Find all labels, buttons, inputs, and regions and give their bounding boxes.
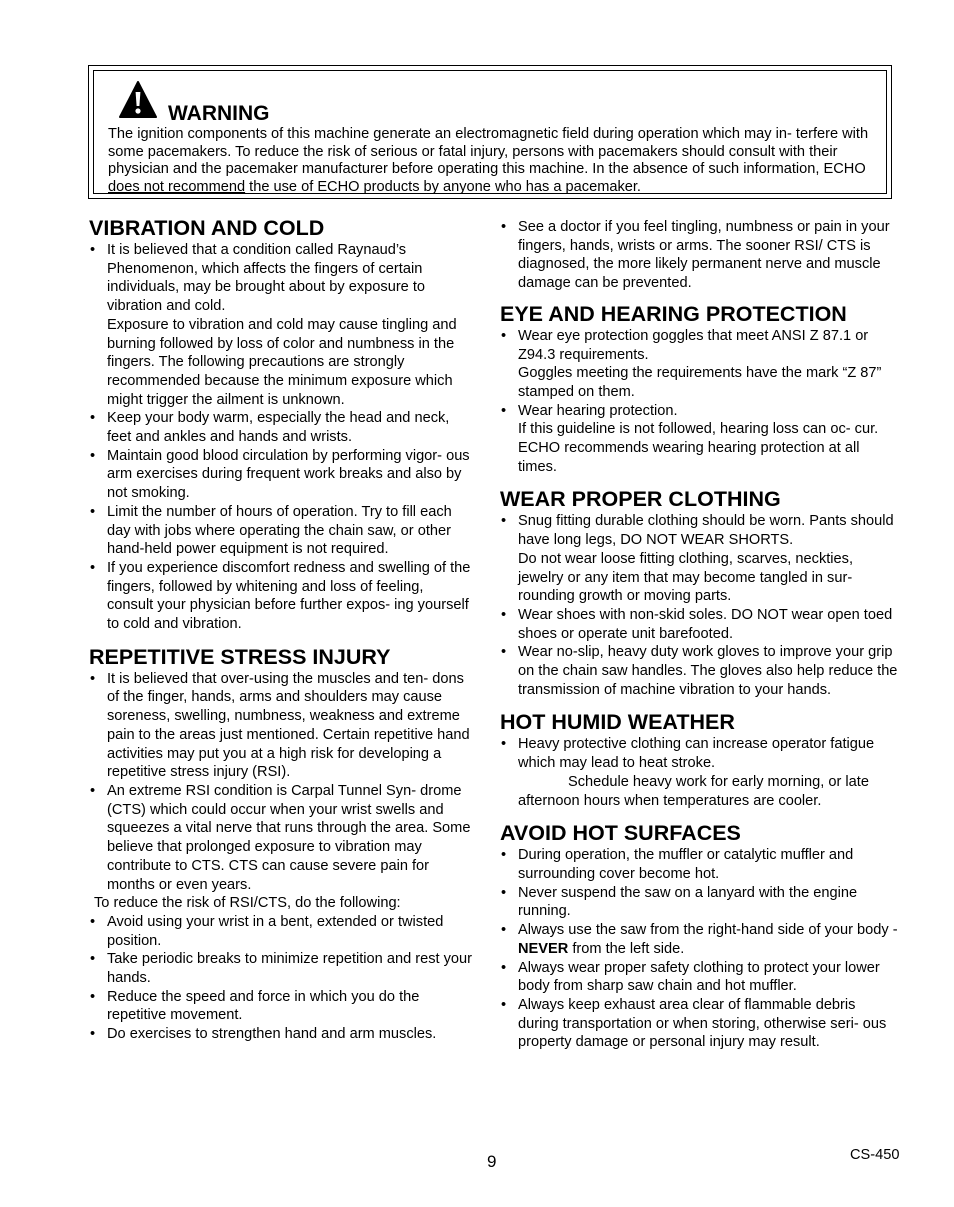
page-number: 9 — [487, 1152, 497, 1171]
bullet-text: • It is believed that a condition called Raynaud’s Phenomenon, which affects the fingers of certain individuals, may be brought about by exposure to vibration and cold. — [107, 242, 426, 315]
bullet-text: from the left side. — [568, 940, 685, 957]
bullet-continuation: Do not wear loose fitting clothing, scarves, neckties, jewelry or any item that may become tangled in sur- rounding growth or moving parts. — [518, 550, 854, 605]
bullet-continuation: ECHO recommends wearing hearing protection at all times. — [518, 440, 860, 475]
list-item: • Never suspend the saw on a lanyard with the engine running. — [500, 884, 900, 921]
section-hot-surfaces — [500, 820, 900, 1052]
bullet-list — [89, 913, 473, 1044]
list-item: • Limit the number of hours of operation. Try to fill each day with jobs where operating the chain saw, or other hand-held power equipment is not required. — [89, 503, 473, 559]
section-rsi — [89, 644, 473, 1044]
section-title: AVOID HOT SURFACES — [500, 821, 741, 846]
section-vibration — [89, 215, 473, 634]
bullet-text: • Wear hearing protection. — [518, 402, 678, 419]
bullet-list — [89, 241, 473, 634]
warning-text — [108, 126, 878, 196]
warning-box — [88, 65, 892, 199]
bullet-continuation: Goggles meeting the requirements have the mark “Z 87” stamped on them. — [518, 365, 882, 400]
bullet-text: • Heavy protective clothing can increase operator fatigue which may lead to heat stroke. — [518, 736, 875, 772]
bullet-list — [500, 846, 900, 1052]
section-eye-hearing — [500, 301, 900, 477]
section-title: HOT HUMID WEATHER — [500, 710, 735, 735]
bullet-emphasis: NEVER — [518, 940, 569, 957]
bullet-list — [500, 512, 900, 699]
section-title: REPETITIVE STRESS INJURY — [89, 644, 391, 669]
bullet-continuation: If this guideline is not followed, hearing loss can oc- cur. — [518, 421, 879, 438]
bullet-text: • Snug fitting durable clothing should be worn. Pants should have long legs, DO NOT WEAR SHORTS. — [518, 513, 894, 549]
rsi-intro: To reduce the risk of RSI/CTS, do the following: — [94, 895, 401, 912]
warning-inner-border — [93, 70, 887, 194]
section-title: VIBRATION AND COLD — [89, 216, 325, 240]
list-item: • It is believed that over-using the muscles and ten- dons of the finger, hands, arms and shoulders may cause soreness, swelling, numbness, weakness and extreme pain to the areas just mentioned. Certain repetitive hand activities may put you at a high risk for developing a repetitive stress injury (RSI). — [89, 670, 473, 782]
bullet-continuation: Exposure to vibration and cold may cause tingling and burning followed by loss of color and numbness in the fingers. The following precautions are strongly recommended because the minimum exposure which might trigger the ailment is unknown. — [107, 316, 457, 408]
bullet-list — [500, 218, 900, 293]
warning-text-part: the use of ECHO products by anyone who has a pacemaker. — [245, 178, 641, 195]
warning-text-underlined: does not recommend — [108, 178, 246, 195]
list-item — [500, 735, 900, 810]
list-item: • Always wear proper safety clothing to protect your lower body from sharp saw chain and hot muffler. — [500, 959, 900, 996]
list-item: • During operation, the muffler or catalytic muffler and surrounding cover become hot. — [500, 846, 900, 883]
list-item: • Keep your body warm, especially the head and neck, feet and ankles and hands and wrists. — [89, 409, 473, 446]
list-item: • Take periodic breaks to minimize repetition and rest your hands. — [89, 950, 473, 987]
list-item: • Avoid using your wrist in a bent, extended or twisted position. — [89, 913, 473, 950]
bullet-text: Always use the saw from the right-hand side of your body - — [518, 922, 898, 939]
warning-triangle-icon — [119, 81, 157, 119]
warning-text-part: The ignition components of this machine generate an electromagnetic field during operation which may in- terfere with some pacemakers. To reduce the risk of serious or fatal injury, persons with pacemakers should consult with their physician and the pacemaker manufacturer before operating this machine. In the absence of such information, ECHO — [108, 126, 869, 178]
bullet-continuation: Schedule heavy work for early morning, or late afternoon hours when temperatures are cooler. — [518, 773, 869, 809]
section-humid — [500, 709, 900, 810]
list-item: • See a doctor if you feel tingling, numbness or pain in your fingers, hands, wrists or arms. The sooner RSI/ CTS is diagnosed, the more likely permanent nerve and muscle damage can be prevented. — [500, 218, 900, 293]
list-item — [500, 402, 900, 477]
section-title: WEAR PROPER CLOTHING — [500, 487, 781, 512]
list-item — [500, 327, 900, 402]
section-clothing — [500, 486, 900, 699]
list-item: • Reduce the speed and force in which you do the repetitive movement. — [89, 988, 473, 1025]
list-item: • Wear no-slip, heavy duty work gloves to improve your grip on the chain saw handles. The gloves also help reduce the transmission of machine vibration to your hands. — [500, 643, 900, 699]
bullet-text: • Wear eye protection goggles that meet ANSI Z 87.1 or Z94.3 requirements. — [518, 327, 869, 363]
bullet-list — [500, 327, 900, 477]
bullet-list — [89, 670, 473, 894]
left-column — [89, 215, 473, 1044]
warning-title: WARNING — [168, 102, 270, 125]
list-item: • Maintain good blood circulation by performing vigor- ous arm exercises during frequent work breaks and also by not smoking. — [89, 447, 473, 503]
list-item — [500, 512, 900, 606]
list-item: • If you experience discomfort redness and swelling of the fingers, followed by whitening and loss of feeling, consult your physician before further expos- ing yourself to cold and vibration. — [89, 559, 473, 634]
list-item: • An extreme RSI condition is Carpal Tunnel Syn- drome (CTS) which could occur when your wrist swells and squeezes a vital nerve that runs through the area. Some believe that prolonged exposure to vibration may contribute to CTS. CTS can cause severe pain for months or even years. — [89, 782, 473, 894]
list-item: • Always keep exhaust area clear of flammable debris during transportation or when storing, otherwise seri- ous property damage or personal injury may result. — [500, 996, 900, 1052]
list-item — [500, 921, 900, 958]
section-title: EYE AND HEARING PROTECTION — [500, 301, 847, 326]
model-number: CS-450 — [850, 1147, 900, 1163]
list-item — [89, 241, 473, 409]
right-column — [500, 218, 900, 1052]
list-item: • Do exercises to strengthen hand and arm muscles. — [89, 1025, 473, 1044]
list-item: • Wear shoes with non-skid soles. DO NOT wear open toed shoes or operate unit barefooted. — [500, 606, 900, 643]
bullet-list — [500, 735, 900, 810]
